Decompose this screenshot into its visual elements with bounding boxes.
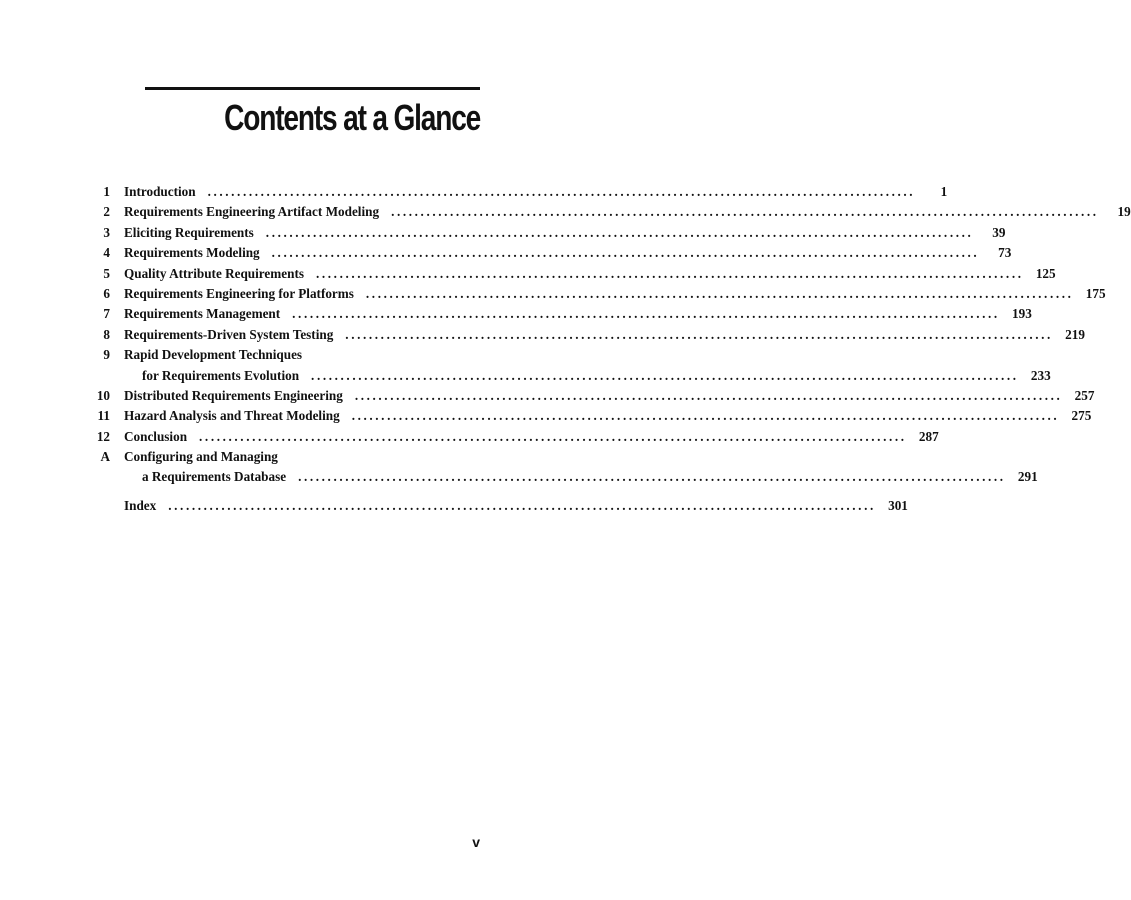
toc-entry-page: 1 <box>940 184 948 199</box>
toc-entry-line <box>124 345 480 365</box>
toc-entry-number: 5 <box>103 265 110 281</box>
page-title: Contents at a Glance <box>224 97 480 138</box>
page-folio: v <box>472 834 480 850</box>
toc-entry-number: 6 <box>103 285 110 301</box>
toc-entry-number: A <box>100 449 110 465</box>
toc-entry-line <box>124 325 1085 345</box>
toc-entry-page: 257 <box>1074 387 1095 403</box>
toc-leader-dots: ........................................................................................................................ <box>199 428 907 444</box>
toc-entry-number: 11 <box>97 408 110 424</box>
toc-entry[interactable] <box>0 447 1038 488</box>
toc-entry-line <box>124 427 939 447</box>
toc-entry[interactable] <box>0 325 1085 345</box>
toc-entry-line <box>124 243 1012 263</box>
toc-entry-line <box>124 406 1092 426</box>
toc-leader-dots: ........................................................................................................................ <box>298 469 1006 485</box>
toc-entry-number: 1 <box>103 184 110 199</box>
toc-leader-dots: ........................................................................................................................ <box>351 408 1060 424</box>
toc-entry-page: 193 <box>1012 306 1032 322</box>
toc-entry-number: 4 <box>103 245 110 261</box>
toc-entry-page: 275 <box>1071 408 1092 424</box>
toc-entry-title: for Requirements Evolution <box>142 367 300 383</box>
toc-leader-dots: ........................................................................................................................ <box>391 204 1099 220</box>
toc-leader-dots: ........................................................................................................................ <box>168 497 876 513</box>
toc-leader-dots: ........................................................................................................................ <box>365 285 1074 301</box>
toc-entry-line <box>124 264 1056 284</box>
toc-entry-page: 219 <box>1065 326 1085 342</box>
toc-leader-dots: ........................................................................................................................ <box>315 265 1024 281</box>
toc-entry-page: 73 <box>998 245 1012 261</box>
toc-leader-dots: ........................................................................................................................ <box>311 367 1019 383</box>
toc-entry[interactable] <box>0 406 1092 426</box>
toc-entry-title: Requirements-Driven System Testing <box>124 326 334 342</box>
toc-entry-title: Hazard Analysis and Threat Modeling <box>124 408 340 424</box>
toc-entry-title: Index <box>124 497 157 513</box>
toc-entry-title: Quality Attribute Requirements <box>124 265 304 281</box>
toc-entry-page: 287 <box>918 428 939 444</box>
toc-entry[interactable] <box>0 264 1056 284</box>
toc-entry-line <box>124 202 1131 222</box>
toc-entry-title: Rapid Development Techniques <box>124 347 303 363</box>
toc-entry-line <box>124 366 1051 386</box>
title-rule <box>145 87 480 90</box>
toc-entry-line <box>124 284 1106 304</box>
toc-entry-line <box>124 223 1006 243</box>
toc-entry-page: 125 <box>1035 265 1056 281</box>
toc-entry-page: 233 <box>1030 367 1051 383</box>
toc-entry-page: 175 <box>1085 285 1106 301</box>
toc-leader-dots: ........................................................................................................................ <box>207 184 916 199</box>
toc-entry-number: 7 <box>103 306 110 322</box>
toc-entry-title: Introduction <box>124 184 196 199</box>
toc-entry-title: Configuring and Managing <box>124 449 278 465</box>
toc-entry-title: Conclusion <box>124 428 188 444</box>
toc-entry[interactable] <box>0 386 1095 406</box>
toc-entry[interactable] <box>0 304 1032 324</box>
toc-leader-dots: ........................................................................................................................ <box>354 387 1063 403</box>
toc-list <box>0 182 1131 516</box>
toc-entry[interactable] <box>0 243 1012 263</box>
toc-entry[interactable] <box>0 202 1131 222</box>
toc-entry-number: 8 <box>103 326 110 342</box>
toc-entry-number: 2 <box>103 204 110 220</box>
toc-entry-line <box>124 496 908 516</box>
toc-entry-page: 39 <box>992 224 1006 240</box>
toc-entry[interactable] <box>0 345 1051 386</box>
toc-leader-dots: ........................................................................................................................ <box>292 306 1000 322</box>
toc-entry-page: 291 <box>1017 469 1038 485</box>
toc-entry[interactable] <box>0 427 939 447</box>
toc-entry-line <box>124 182 948 202</box>
toc-entry-number: 10 <box>96 387 110 403</box>
toc-entry-title: Distributed Requirements Engineering <box>124 387 343 403</box>
toc-entry-line <box>124 467 1038 487</box>
toc-leader-dots: ........................................................................................................................ <box>271 245 980 261</box>
toc-entry-line <box>124 447 480 467</box>
toc-entry-page: 301 <box>888 497 908 513</box>
toc-entry[interactable] <box>0 284 1106 304</box>
toc-entry-title: Requirements Engineering for Platforms <box>124 285 354 301</box>
toc-entry-line <box>124 386 1095 406</box>
toc-entry-title: a Requirements Database <box>142 469 287 485</box>
toc-entry-title: Eliciting Requirements <box>124 224 254 240</box>
toc-entry-number: 12 <box>96 428 110 444</box>
toc-entry[interactable] <box>0 496 908 516</box>
toc-entry-page: 19 <box>1117 204 1131 220</box>
toc-entry-line <box>124 304 1032 324</box>
toc-entry-title: Requirements Modeling <box>124 245 260 261</box>
toc-leader-dots: ........................................................................................................................ <box>345 326 1053 342</box>
toc-entry-title: Requirements Engineering Artifact Modeling <box>124 204 380 220</box>
toc-entry-number: 3 <box>103 224 110 240</box>
toc-leader-dots: ........................................................................................................................ <box>265 224 974 240</box>
toc-entry[interactable] <box>0 182 948 202</box>
toc-entry-number: 9 <box>103 347 110 363</box>
toc-entry[interactable] <box>0 223 1006 243</box>
toc-entry-title: Requirements Management <box>124 306 281 322</box>
